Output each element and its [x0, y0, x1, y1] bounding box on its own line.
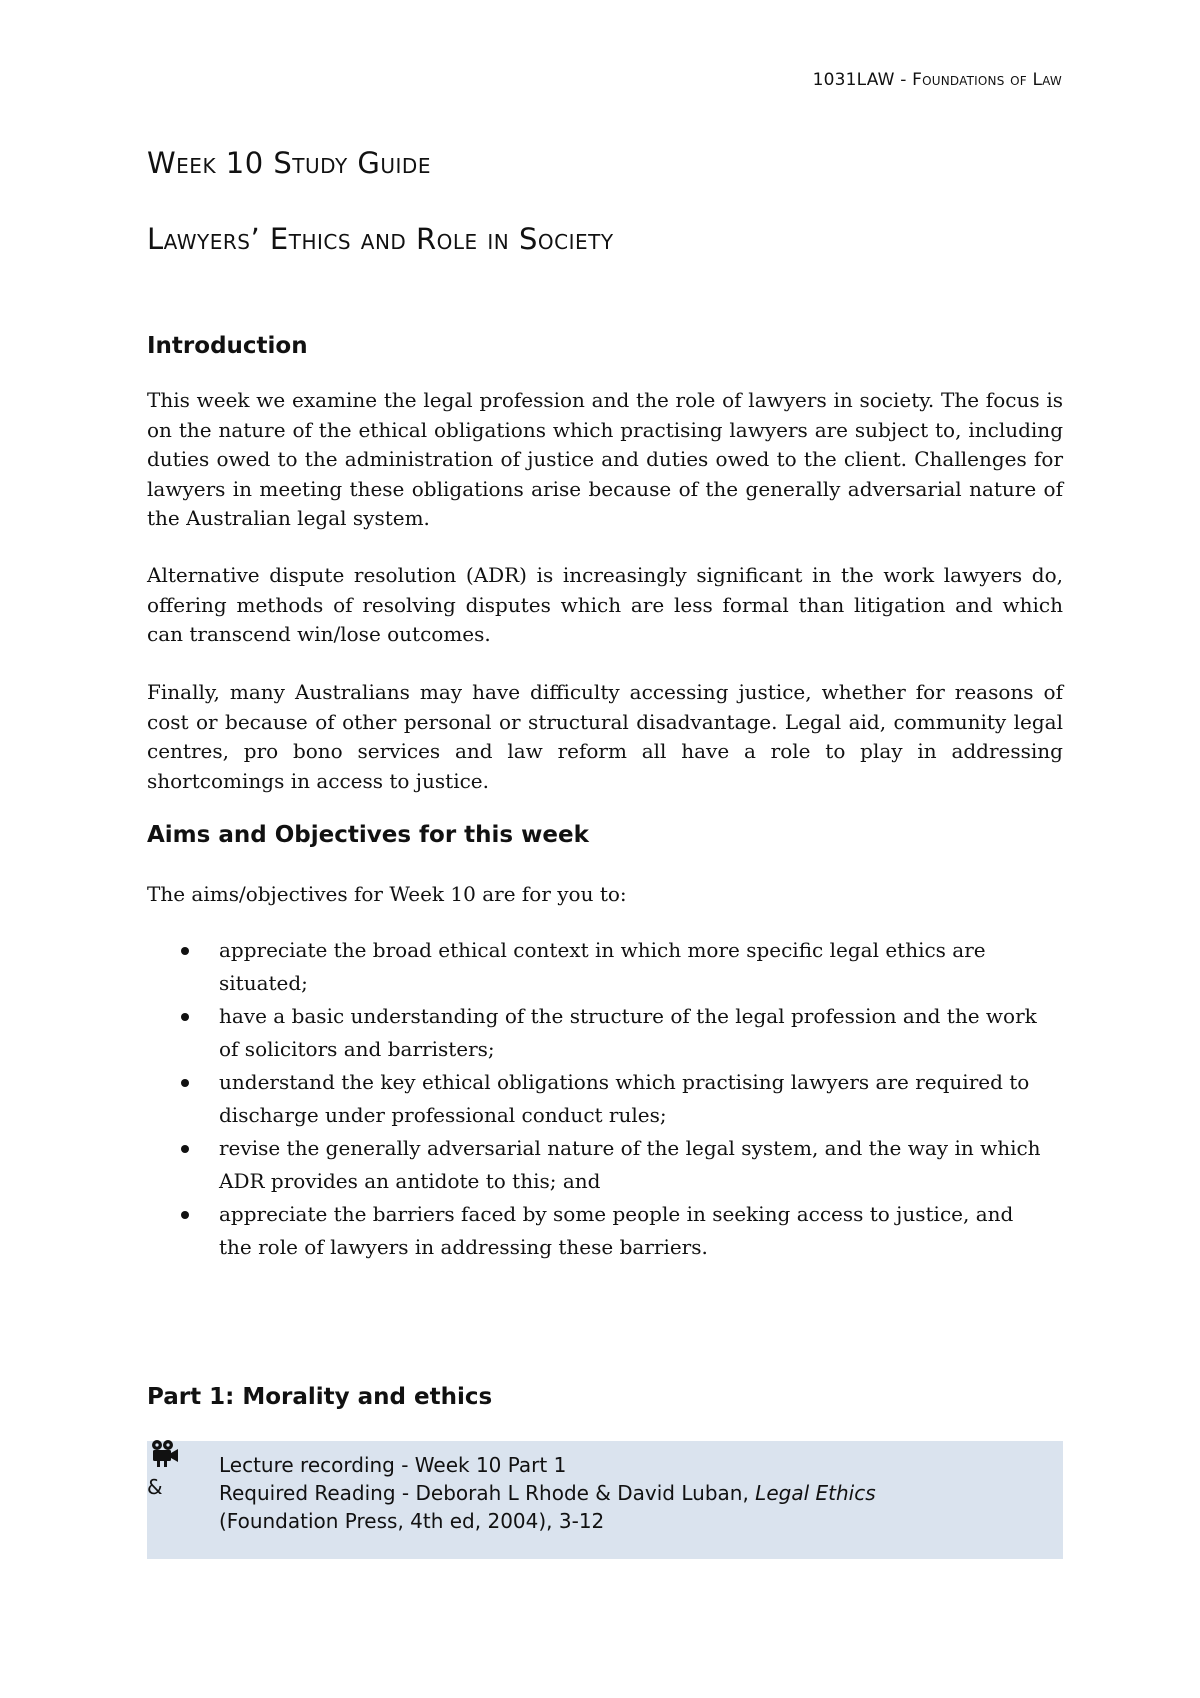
aims-intro: The aims/objectives for Week 10 are for you to: — [147, 882, 627, 906]
running-header: 1031LAW - Foundations of Law — [812, 70, 1062, 90]
film-camera-icon — [147, 1437, 181, 1471]
list-item: appreciate the barriers faced by some people in seeking access to justice, and the role of lawyers in addressing these barriers. — [147, 1198, 1047, 1264]
intro-paragraph-1: This week we examine the legal profession and the role of lawyers in society. The focus is on the nature of the ethical obligations which practising lawyers are subject to, including duties owed to the administration of justice and duties owed to the client. Challenges for lawyers in meeting these obligations arise because of the generally adversarial nature of the Australian legal system. — [147, 388, 1063, 530]
list-item: revise the generally adversarial nature of the legal system, and the way in which ADR provides an antidote to this; and — [147, 1132, 1047, 1198]
part1-heading: Part 1: Morality and ethics — [147, 1384, 493, 1410]
bullet-icon — [181, 1013, 189, 1021]
document-title: Week 10 Study Guide — [147, 146, 431, 180]
bullet-icon — [181, 1079, 189, 1087]
required-reading-line: Required Reading - Deborah L Rhode & David Luban, Legal Ethics — [219, 1481, 876, 1505]
bullet-icon — [181, 947, 189, 955]
intro-paragraph-3: Finally, many Australians may have difficulty accessing justice, whether for reasons of cost or because of other personal or structural disadvantage. Legal aid, community legal centres, pro bono services and law reform all have a role to play in addressing shortcomings in access to justice. — [147, 680, 1063, 793]
introduction-heading: Introduction — [147, 333, 308, 359]
aims-list — [147, 934, 1047, 1264]
lecture-recording-line: Lecture recording - Week 10 Part 1 — [219, 1453, 567, 1477]
list-item: understand the key ethical obligations which practising lawyers are required to discharge under professional conduct rules; — [147, 1066, 1047, 1132]
list-item: appreciate the broad ethical context in which more specific legal ethics are situated; — [147, 934, 1047, 1000]
list-item: have a basic understanding of the structure of the legal profession and the work of solicitors and barristers; — [147, 1000, 1047, 1066]
bullet-icon — [181, 1211, 189, 1219]
aims-heading: Aims and Objectives for this week — [147, 822, 589, 848]
required-reading-citation: (Foundation Press, 4th ed, 2004), 3-12 — [219, 1509, 605, 1533]
ampersand-symbol: & — [147, 1475, 163, 1499]
bullet-icon — [181, 1145, 189, 1153]
resources-text — [219, 1451, 1049, 1535]
document-subtitle: Lawyers’ Ethics and Role in Society — [147, 222, 614, 256]
intro-paragraph-2: Alternative dispute resolution (ADR) is increasingly significant in the work lawyers do, offering methods of resolving disputes which are less formal than litigation and which can transcend win/lose outcomes. — [147, 563, 1063, 646]
resources-box — [147, 1441, 1063, 1559]
